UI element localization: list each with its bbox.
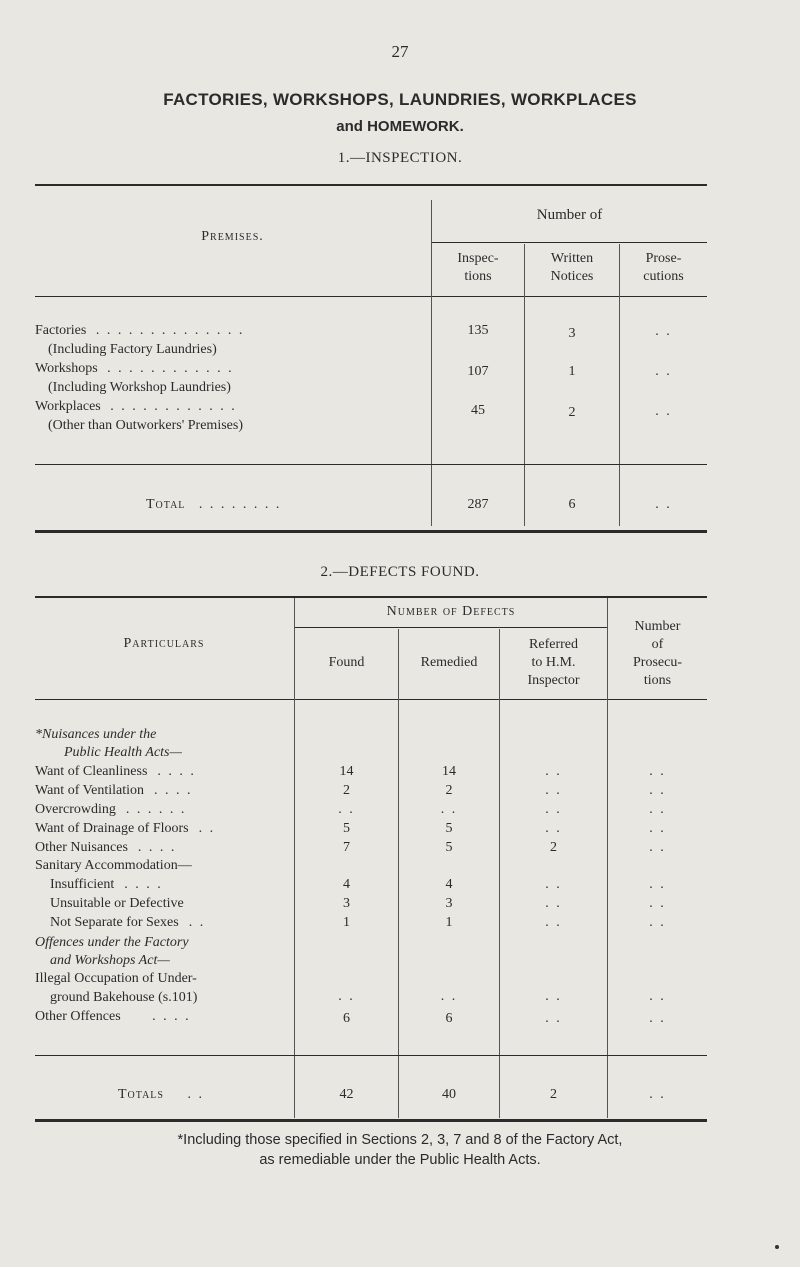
remedied-value: 3 [445,896,453,911]
table-row [35,1009,191,1025]
notices-header [525,250,619,286]
inspections-value: 107 [467,364,489,379]
prosecutions-header-line: Prose- [645,251,682,266]
found-value: 6 [343,1011,350,1026]
remedied-value: 6 [445,1011,453,1026]
footnote-line: as remediable under the Public Health Acts. [259,1152,541,1168]
row-label: Unsuitable or Defective [50,896,184,911]
total-prosecutions: . . [655,497,672,512]
table-row [35,783,193,799]
prosecutions-value: . . [649,1011,666,1026]
column-rule [499,629,500,1118]
referred-value: . . [545,915,562,930]
table-row [35,399,237,415]
row-label: Want of Cleanliness [35,764,148,779]
section-heading [35,935,189,951]
total-inspections: 287 [467,497,489,512]
prosecutions-value: . . [649,896,666,911]
inspection-heading: 1.—INSPECTION. [337,150,463,166]
remedied-value: 4 [445,877,453,892]
totals-prosecutions: . . [649,1087,666,1102]
referred-header-line: to H.M. [531,655,576,670]
defects-heading: 2.—DEFECTS FOUND. [320,564,480,580]
row-label: Illegal Occupation of Under- [35,971,197,986]
prosecutions-value: . . [649,783,666,798]
column-rule [294,598,295,1118]
column-rule [607,598,608,1118]
found-header: Found [328,655,365,670]
prosecutions-value: . . [649,877,666,892]
row-label: Workplaces [35,399,101,414]
page-subtitle: and HOMEWORK. [336,118,464,135]
found-value: 2 [343,783,350,798]
table-row [50,877,163,893]
found-value: 1 [343,915,350,930]
total-row [146,497,281,513]
inspections-header [432,250,524,286]
section-heading [64,745,182,761]
dot-leader: . . . . . . . . . . . . . . [95,323,245,338]
table-rule [35,1055,707,1056]
column-rule [524,244,525,526]
remedied-value: . . [440,989,458,1004]
referred-value: . . [545,821,562,836]
header-rule [295,627,607,628]
found-value: . . [338,802,355,817]
prosecutions-value: . . [655,324,672,339]
found-value: . . [338,989,355,1004]
notices-value: 3 [568,326,576,341]
row-note: (Including Workshop Laundries) [48,380,231,395]
referred-value: 2 [550,840,557,855]
dot-leader: . . . . [124,877,163,892]
page-title: FACTORIES, WORKSHOPS, LAUNDRIES, WORKPLACES [163,90,637,109]
referred-value: . . [545,1011,562,1026]
prosecutions-value: . . [649,764,666,779]
row-label: Insufficient [50,877,115,892]
table-rule [35,464,707,465]
referred-value: . . [545,783,562,798]
dot-leader: . . . . [137,840,177,855]
particulars-header: Particulars [123,636,205,651]
remedied-header: Remedied [420,655,478,670]
referred-value: . . [545,896,562,911]
prosecutions-value: . . [649,802,666,817]
found-value: 3 [343,896,350,911]
section-heading: Sanitary Accommodation— [35,858,192,873]
remedied-value: 2 [445,783,453,798]
referred-value: . . [545,802,562,817]
row-label: Want of Drainage of Floors [35,821,189,836]
number-of-defects-header: Number of Defects [386,604,516,619]
column-rule [619,244,620,526]
premises-header: Premises. [201,229,264,244]
table-row [50,915,205,931]
row-label: Factories [35,323,87,338]
remedied-value: 5 [445,821,453,836]
remedied-value: 5 [445,840,453,855]
section-heading-line: and Workshops Act— [50,953,170,968]
section-heading [50,953,170,969]
table-row [35,361,234,377]
dot-leader: . . . . [152,1009,191,1024]
referred-header-line: Inspector [527,673,580,688]
prosecutions2-header-line: of [651,637,664,652]
referred-value: . . [545,764,562,779]
remedied-value: 14 [442,764,456,779]
totals-label: Totals [118,1087,164,1102]
column-rule [398,629,399,1118]
prosecutions-value: . . [655,364,672,379]
dot-leader: . . [187,1087,204,1102]
table-rule [35,530,707,533]
table-row [35,323,244,339]
prosecutions-value: . . [649,989,666,1004]
totals-remedied: 40 [442,1087,456,1102]
prosecutions-value: . . [649,840,666,855]
inspections-value: 45 [471,403,485,418]
referred-header-line: Referred [529,637,578,652]
remedied-value: . . [440,802,458,817]
section-heading-line: Offences under the Factory [35,935,189,950]
section-heading-line: *Nuisances under the [35,727,157,742]
table-row [35,802,186,818]
table-rule [35,1119,707,1122]
prosecutions2-header-line: Prosecu- [633,655,682,670]
dot-leader: . . [198,821,216,836]
dot-leader: . . . . [154,783,193,798]
row-label: ground Bakehouse (s.101) [50,990,198,1005]
prosecutions2-header-line: Number [634,619,681,634]
row-label: Not Separate for Sexes [50,915,179,930]
referred-value: . . [545,877,562,892]
row-label: Want of Ventilation [35,783,145,798]
total-label: Total [146,497,186,512]
referred-header [500,636,607,690]
found-value: 14 [339,764,354,779]
row-note: (Other than Outworkers' Premises) [48,418,243,433]
header-rule [432,242,707,243]
dot-leader: . . . . . . . . . . . . [107,361,234,376]
total-notices: 6 [568,497,576,512]
row-label: Overcrowding [35,802,116,817]
totals-row [118,1087,204,1103]
dot-leader: . . [188,915,206,930]
notices-header-line: Written [550,251,594,266]
prosecutions-header [620,250,707,286]
section-heading [35,727,156,743]
footnote [0,1130,800,1170]
prosecutions-header-line: cutions [643,269,684,284]
footnote-line: *Including those specified in Sections 2, 3, 7 and 8 of the Factory Act, [177,1132,623,1148]
prosecutions2-header-line: tions [643,673,672,688]
page-number: 27 [391,42,409,61]
totals-found: 42 [339,1087,354,1102]
dot-leader: . . . . . . [125,802,187,817]
table-row [35,821,215,837]
prosecutions-value: . . [649,915,666,930]
totals-referred: 2 [550,1087,557,1102]
row-label: Other Nuisances [35,840,128,855]
dot-leader: . . . . . . . . . . . . [110,399,237,414]
row-label: Other Offences [35,1009,121,1024]
dot-leader: . . . . [157,764,196,779]
prosecutions2-header [608,618,707,690]
table-row [35,764,196,780]
row-label: Workshops [35,361,98,376]
dot-leader: . . . . . . . . [198,497,282,512]
notices-value: 1 [568,364,576,379]
table-row [50,896,194,912]
notices-header-line: Notices [550,269,594,284]
found-value: 7 [343,840,350,855]
section-heading-line: Public Health Acts— [64,745,182,760]
found-value: 5 [343,821,350,836]
table-rule [35,296,707,297]
notices-value: 2 [568,405,576,420]
print-speck [775,1245,779,1249]
found-value: 4 [343,877,350,892]
remedied-value: 1 [445,915,453,930]
inspections-header-line: Inspec- [457,251,499,266]
table-rule [35,184,707,186]
number-of-header: Number of [536,207,603,223]
row-note: (Including Factory Laundries) [48,342,217,357]
inspections-value: 135 [467,323,489,338]
inspections-header-line: tions [464,269,492,284]
column-rule [431,200,432,526]
referred-value: . . [545,989,562,1004]
table-row [35,840,176,856]
prosecutions-value: . . [649,821,666,836]
prosecutions-value: . . [655,404,672,419]
